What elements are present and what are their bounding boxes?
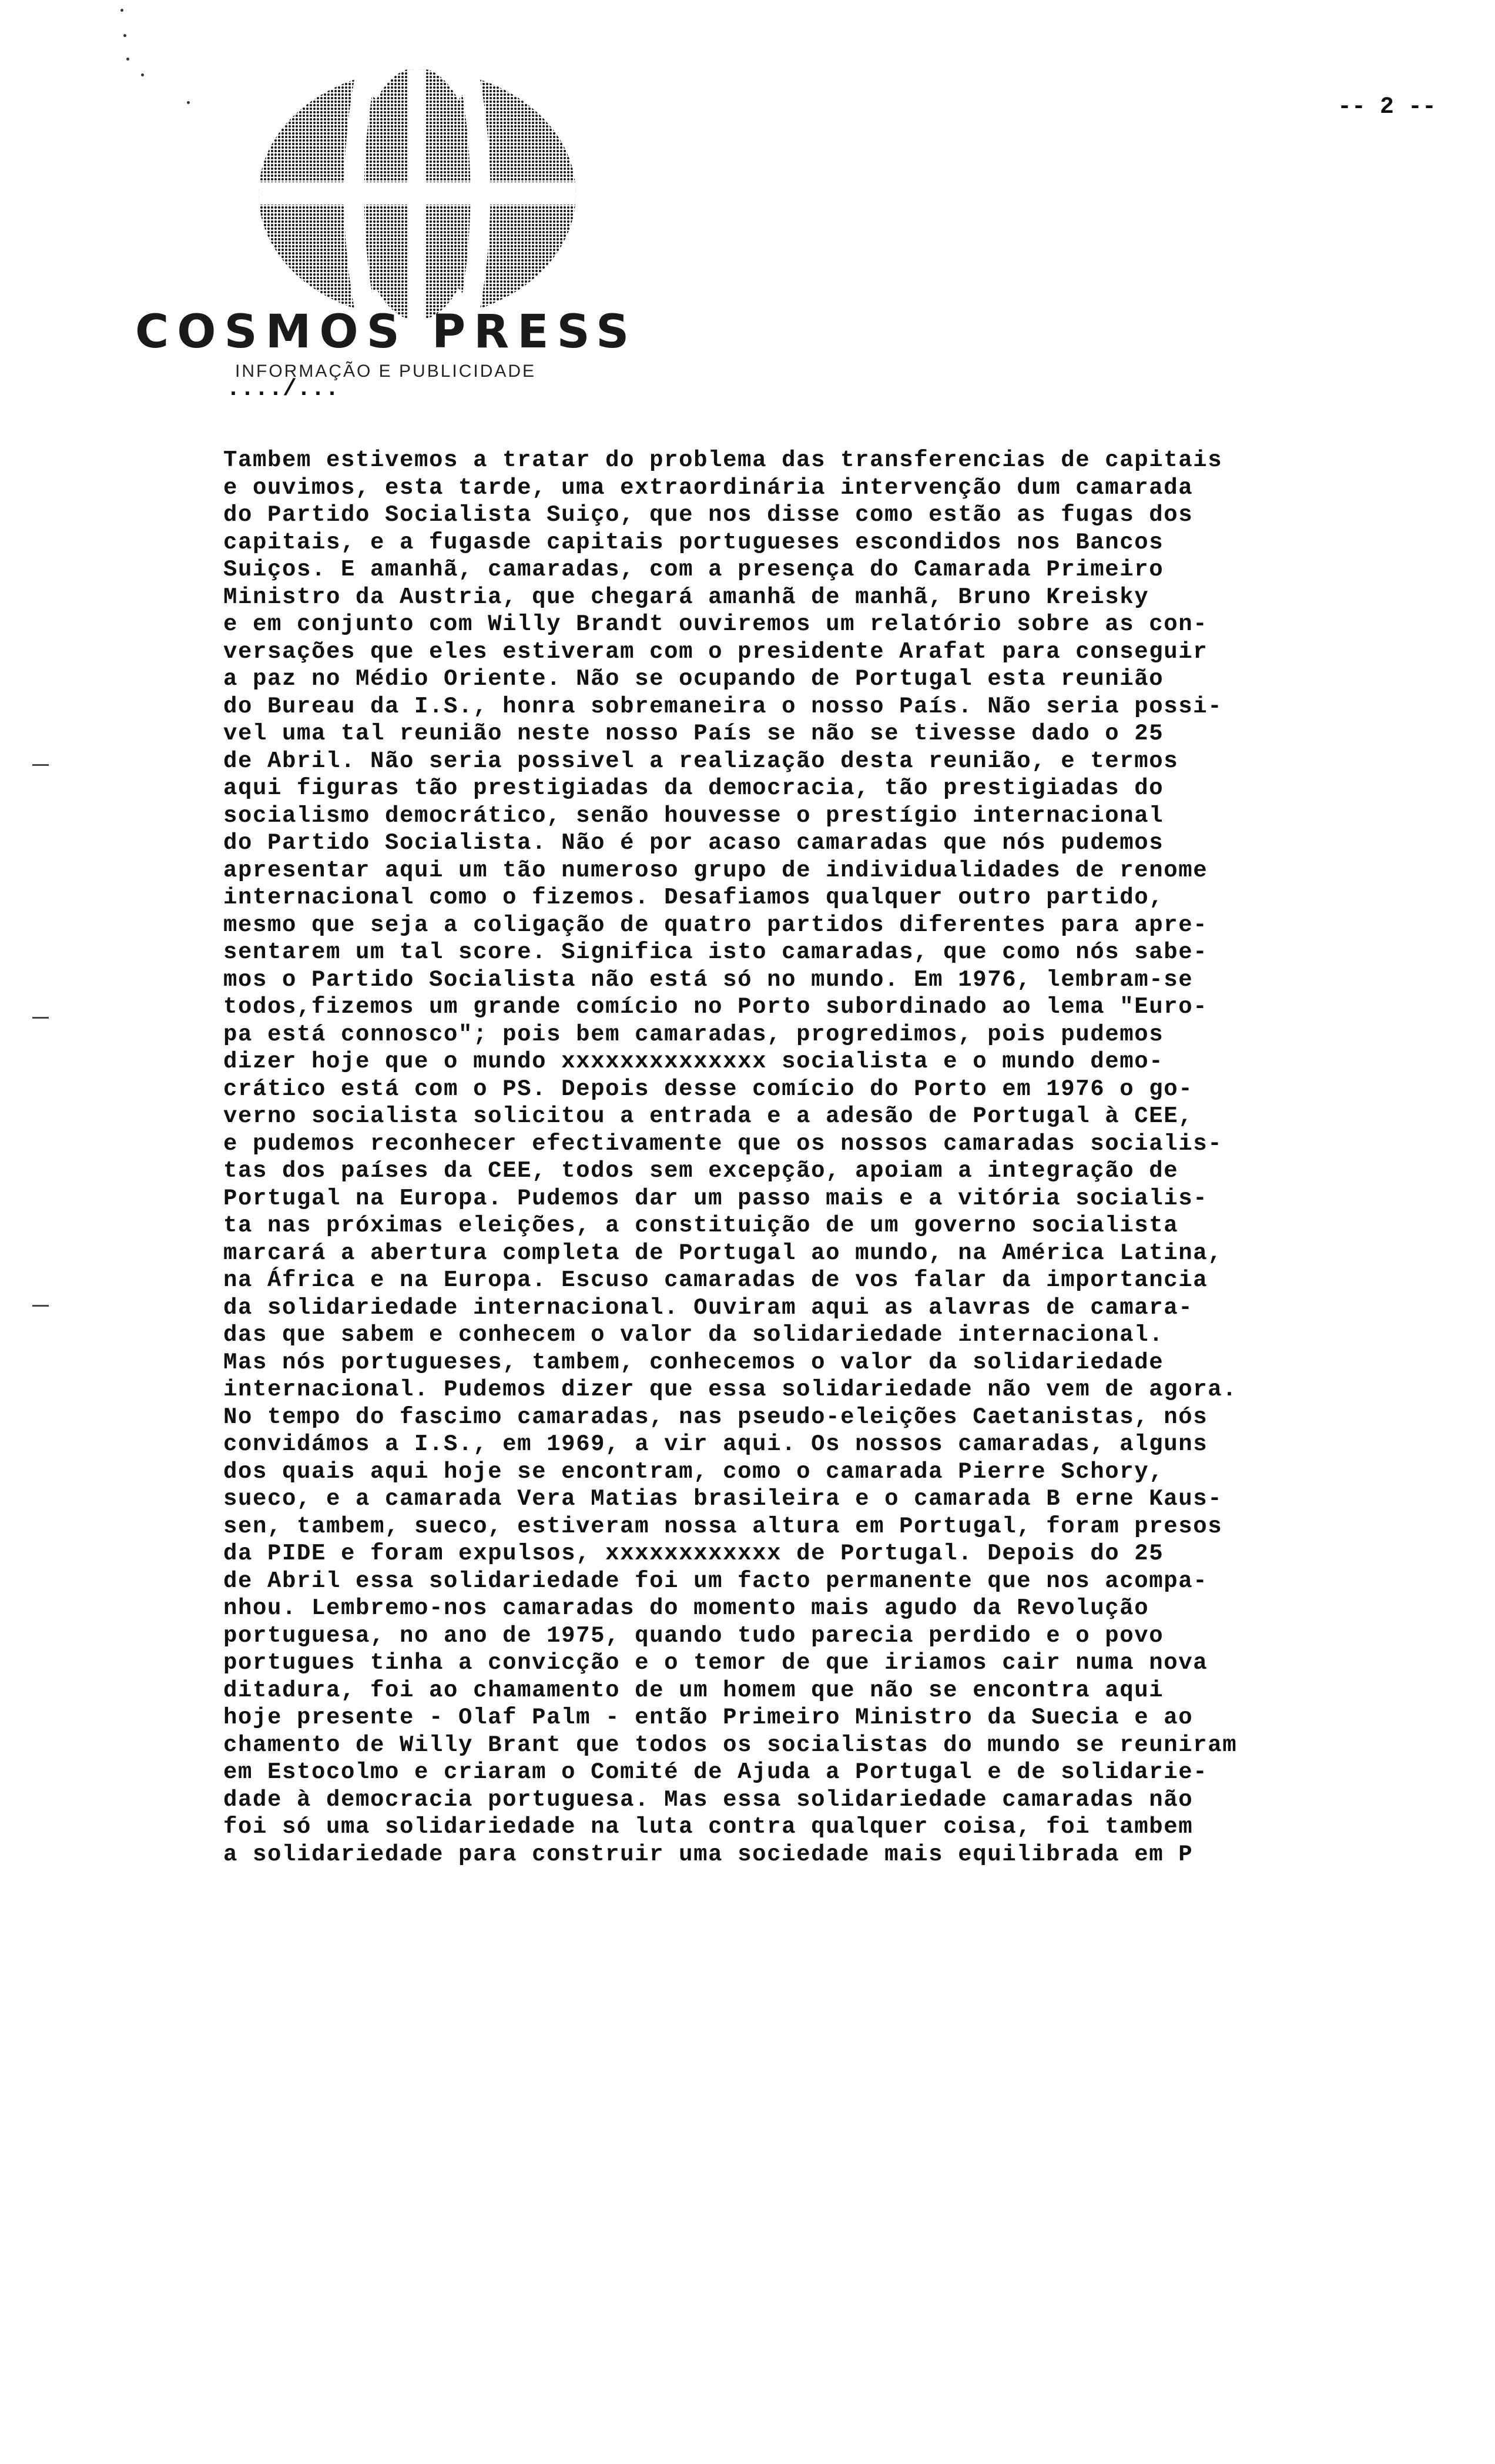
- text-line: No tempo do fascimo camaradas, nas pseudo-eleições Caetanistas, nós: [223, 1404, 1208, 1430]
- text-line: sueco, e a camarada Vera Matias brasileira e o camarada B erne Kaus-: [223, 1486, 1223, 1512]
- text-line: capitais, e a fugasde capitais portugueses escondidos nos Bancos: [223, 529, 1164, 555]
- text-line: Mas nós portugueses, tambem, conhecemos o valor da solidariedade: [223, 1349, 1164, 1375]
- text-line: na África e na Europa. Escuso camaradas de vos falar da importancia: [223, 1267, 1208, 1293]
- scan-speck: [120, 9, 123, 12]
- text-line: todos,fizemos um grande comício no Porto subordinado ao lema "Euro-: [223, 994, 1208, 1020]
- text-line: ta nas próximas eleições, a constituição de um governo socialista: [223, 1213, 1179, 1238]
- text-line: da PIDE e foram expulsos, xxxxxxxxxxxx de Portugal. Depois do 25: [223, 1541, 1164, 1566]
- margin-mark: [32, 1017, 49, 1019]
- text-line: mesmo que seja a coligação de quatro partidos diferentes para apre-: [223, 912, 1208, 938]
- text-line: das que sabem e conhecem o valor da solidariedade internacional.: [223, 1322, 1164, 1348]
- text-line: chamento de Willy Brant que todos os socialistas do mundo se reuniram: [223, 1732, 1238, 1758]
- page-number: -- 2 --: [1337, 94, 1436, 120]
- text-line: da solidariedade internacional. Ouviram aqui as alavras de camara-: [223, 1294, 1194, 1321]
- text-line: e em conjunto com Willy Brandt ouviremos um relatório sobre as con-: [223, 611, 1208, 637]
- text-line: do Partido Socialista. Não é por acaso camaradas que nós pudemos: [223, 830, 1164, 856]
- text-line: ditadura, foi ao chamamento de um homem que não se encontra aqui: [223, 1677, 1164, 1703]
- text-line: e pudemos reconhecer efectivamente que os nossos camaradas socialis-: [223, 1130, 1223, 1157]
- text-line: a solidariedade para construir uma sociedade mais equilibrada em P: [223, 1841, 1194, 1867]
- text-line: Suiços. E amanhã, camaradas, com a presença do Camarada Primeiro: [223, 557, 1164, 582]
- continuation-mark: ..../...: [226, 376, 340, 403]
- brand-name: COSMOS PRESS: [135, 306, 638, 359]
- text-line: crático está com o PS. Depois desse comício do Porto em 1976 o go-: [223, 1076, 1194, 1102]
- text-line: apresentar aqui um tão numeroso grupo de individualidades de renome: [223, 857, 1208, 883]
- scan-speck: [123, 34, 126, 37]
- text-line: socialismo democrático, senão houvesse o prestígio internacional: [223, 802, 1164, 829]
- text-line: Ministro da Austria, que chegará amanhã de manhã, Bruno Kreisky: [223, 584, 1149, 610]
- text-line: do Bureau da I.S., honra sobremaneira o nosso País. Não seria possi-: [223, 693, 1223, 719]
- text-line: vel uma tal reunião neste nosso País se não se tivesse dado o 25: [223, 721, 1164, 746]
- text-line: do Partido Socialista Suiço, que nos disse como estão as fugas dos: [223, 502, 1194, 528]
- text-line: portugues tinha a convicção e o temor de que iriamos cair numa nova: [223, 1650, 1208, 1676]
- text-line: foi só uma solidariedade na luta contra qualquer coisa, foi tambem: [223, 1814, 1194, 1840]
- scan-speck: [126, 58, 129, 61]
- text-line: e ouvimos, esta tarde, uma extraordinária intervenção dum camarada: [223, 474, 1194, 501]
- text-line: aqui figuras tão prestigiadas da democracia, tão prestigiadas do: [223, 775, 1164, 801]
- text-line: portuguesa, no ano de 1975, quando tudo parecia perdido e o povo: [223, 1622, 1164, 1649]
- globe-icon: [253, 65, 582, 323]
- text-line: dos quais aqui hoje se encontram, como o camarada Pierre Schory,: [223, 1458, 1164, 1485]
- text-line: convidámos a I.S., em 1969, a vir aqui. Os nossos camaradas, alguns: [223, 1431, 1208, 1457]
- text-line: em Estocolmo e criaram o Comité de Ajuda a Portugal e de solidarie-: [223, 1759, 1208, 1785]
- text-line: tas dos países da CEE, todos sem excepção, apoiam a integração de: [223, 1158, 1179, 1184]
- text-line: dade à democracia portuguesa. Mas essa solidariedade camaradas não: [223, 1786, 1194, 1813]
- text-line: nhou. Lembremo-nos camaradas do momento mais agudo da Revolução: [223, 1595, 1149, 1621]
- body-text: [223, 447, 1469, 1868]
- text-line: hoje presente - Olaf Palm - então Primeiro Ministro da Suecia e ao: [223, 1705, 1194, 1730]
- margin-mark: [32, 1305, 49, 1307]
- text-line: dizer hoje que o mundo xxxxxxxxxxxxxx socialista e o mundo demo-: [223, 1049, 1164, 1074]
- text-line: internacional. Pudemos dizer que essa solidariedade não vem de agora.: [223, 1377, 1238, 1402]
- text-line: sentarem um tal score. Significa isto camaradas, que como nós sabe-: [223, 939, 1208, 965]
- text-line: de Abril essa solidariedade foi um facto permanente que nos acompa-: [223, 1568, 1208, 1594]
- text-line: pa está connosco"; pois bem camaradas, progredimos, pois pudemos: [223, 1021, 1164, 1047]
- text-line: verno socialista solicitou a entrada e a adesão de Portugal à CEE,: [223, 1103, 1194, 1129]
- text-line: versações que eles estiveram com o presidente Arafat para conseguir: [223, 638, 1208, 665]
- text-line: Portugal na Europa. Pudemos dar um passo mais e a vitória socialis-: [223, 1185, 1208, 1211]
- margin-mark: [32, 764, 49, 766]
- text-line: de Abril. Não seria possivel a realização desta reunião, e termos: [223, 748, 1179, 774]
- letterhead: [135, 65, 723, 394]
- text-line: a paz no Médio Oriente. Não se ocupando de Portugal esta reunião: [223, 666, 1164, 692]
- text-line: sen, tambem, sueco, estiveram nossa altura em Portugal, foram presos: [223, 1513, 1223, 1539]
- text-line: internacional como o fizemos. Desafiamos qualquer outro partido,: [223, 885, 1164, 910]
- text-line: mos o Partido Socialista não está só no mundo. Em 1976, lembram-se: [223, 966, 1194, 993]
- brand-tagline: INFORMAÇÃO E PUBLICIDADE: [235, 361, 537, 381]
- text-line: Tambem estivemos a tratar do problema das transferencias de capitais: [223, 447, 1223, 473]
- text-line: marcará a abertura completa de Portugal ao mundo, na América Latina,: [223, 1240, 1223, 1266]
